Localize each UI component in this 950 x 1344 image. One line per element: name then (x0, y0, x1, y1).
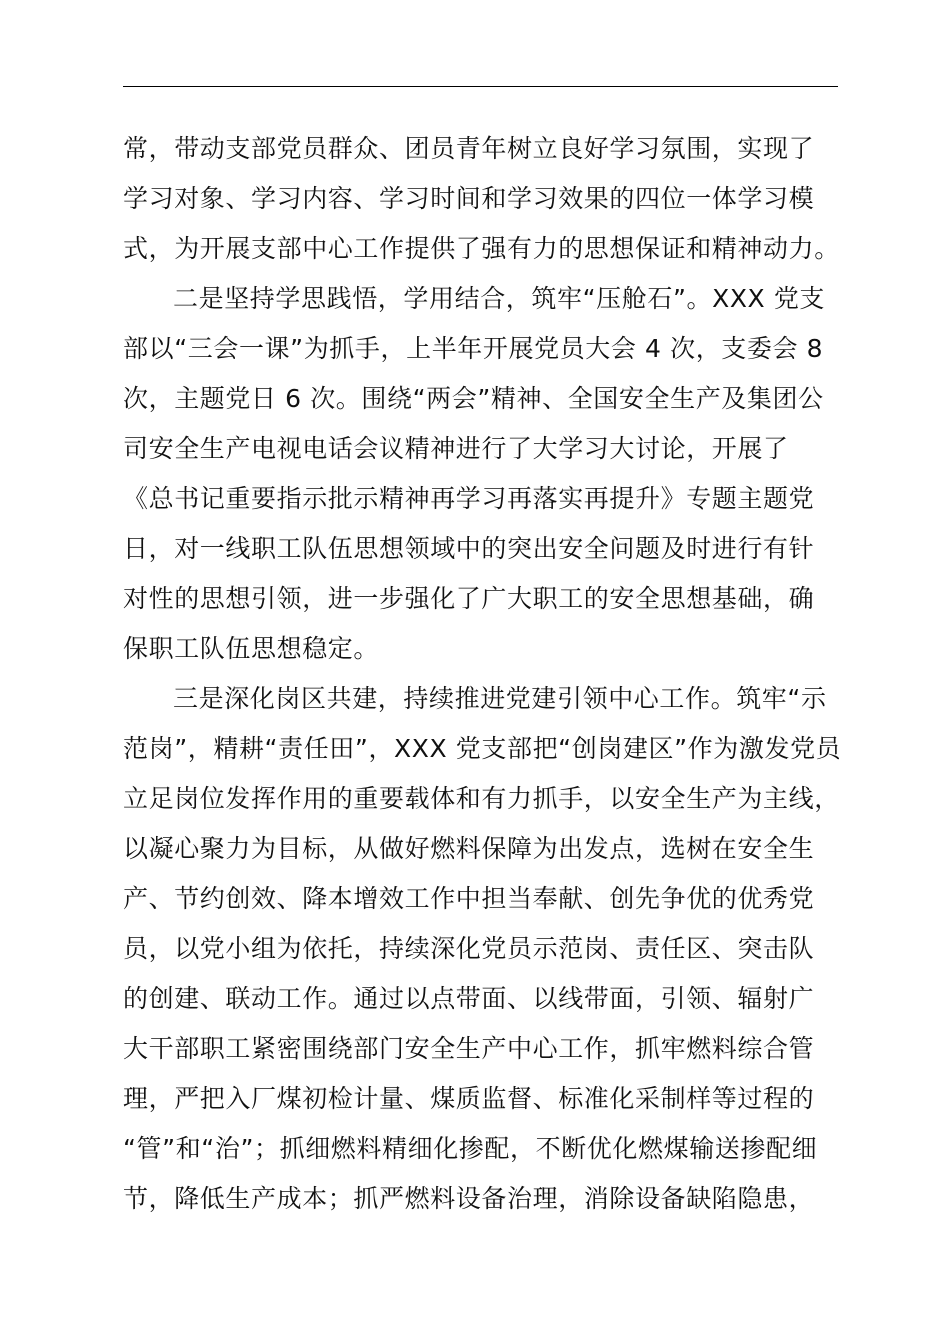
text-line: 日，对一线职工队伍思想领域中的突出安全问题及时进行有针 (123, 534, 815, 563)
paragraph-start-line: 三是深化岗区共建，持续推进党建引领中心工作。筑牢“示 (173, 684, 827, 713)
text-line: 员，以党小组为依托，持续深化党员示范岗、责任区、突击队 (123, 934, 815, 963)
text-line: 学习对象、学习内容、学习时间和学习效果的四位一体学习模 (123, 184, 815, 213)
text-line: 部以“三会一课”为抓手，上半年开展党员大会 4 次，支委会 8 (123, 334, 824, 363)
header-rule (123, 86, 838, 87)
text-line: 对性的思想引领，进一步强化了广大职工的安全思想基础，确 (123, 584, 815, 613)
text-line: 司安全生产电视电话会议精神进行了大学习大讨论，开展了 (123, 434, 789, 463)
text-line: 理，严把入厂煤初检计量、煤质监督、标准化采制样等过程的 (123, 1084, 815, 1113)
text-line: 立足岗位发挥作用的重要载体和有力抓手，以安全生产为主线， (123, 784, 840, 813)
text-line: 式，为开展支部中心工作提供了强有力的思想保证和精神动力。 (123, 234, 840, 263)
text-line: 大干部职工紧密围绕部门安全生产中心工作，抓牢燃料综合管 (123, 1034, 815, 1063)
document-body (123, 124, 863, 1224)
text-line: 以凝心聚力为目标，从做好燃料保障为出发点，选树在安全生 (123, 834, 815, 863)
text-line: 次，主题党日 6 次。围绕“两会”精神、全国安全生产及集团公 (123, 384, 824, 413)
text-line: “管”和“治”；抓细燃料精细化掺配，不断优化燃煤输送掺配细 (123, 1134, 818, 1163)
text-line: 的创建、联动工作。通过以点带面、以线带面，引领、辐射广 (123, 984, 815, 1013)
text-line: 范岗”，精耕“责任田”，XXX 党支部把“创岗建区”作为激发党员 (123, 734, 842, 763)
text-line: 节，降低生产成本；抓严燃料设备治理，消除设备缺陷隐患， (123, 1184, 815, 1213)
text-line: 《总书记重要指示批示精神再学习再落实再提升》专题主题党 (123, 484, 815, 513)
text-line: 产、节约创效、降本增效工作中担当奉献、创先争优的优秀党 (123, 884, 815, 913)
paragraph-start-line: 二是坚持学思践悟，学用结合，筑牢“压舱石”。XXX 党支 (173, 284, 826, 313)
text-line: 保职工队伍思想稳定。 (123, 634, 380, 663)
text-line: 常，带动支部党员群众、团员青年树立良好学习氛围，实现了 (123, 134, 815, 163)
